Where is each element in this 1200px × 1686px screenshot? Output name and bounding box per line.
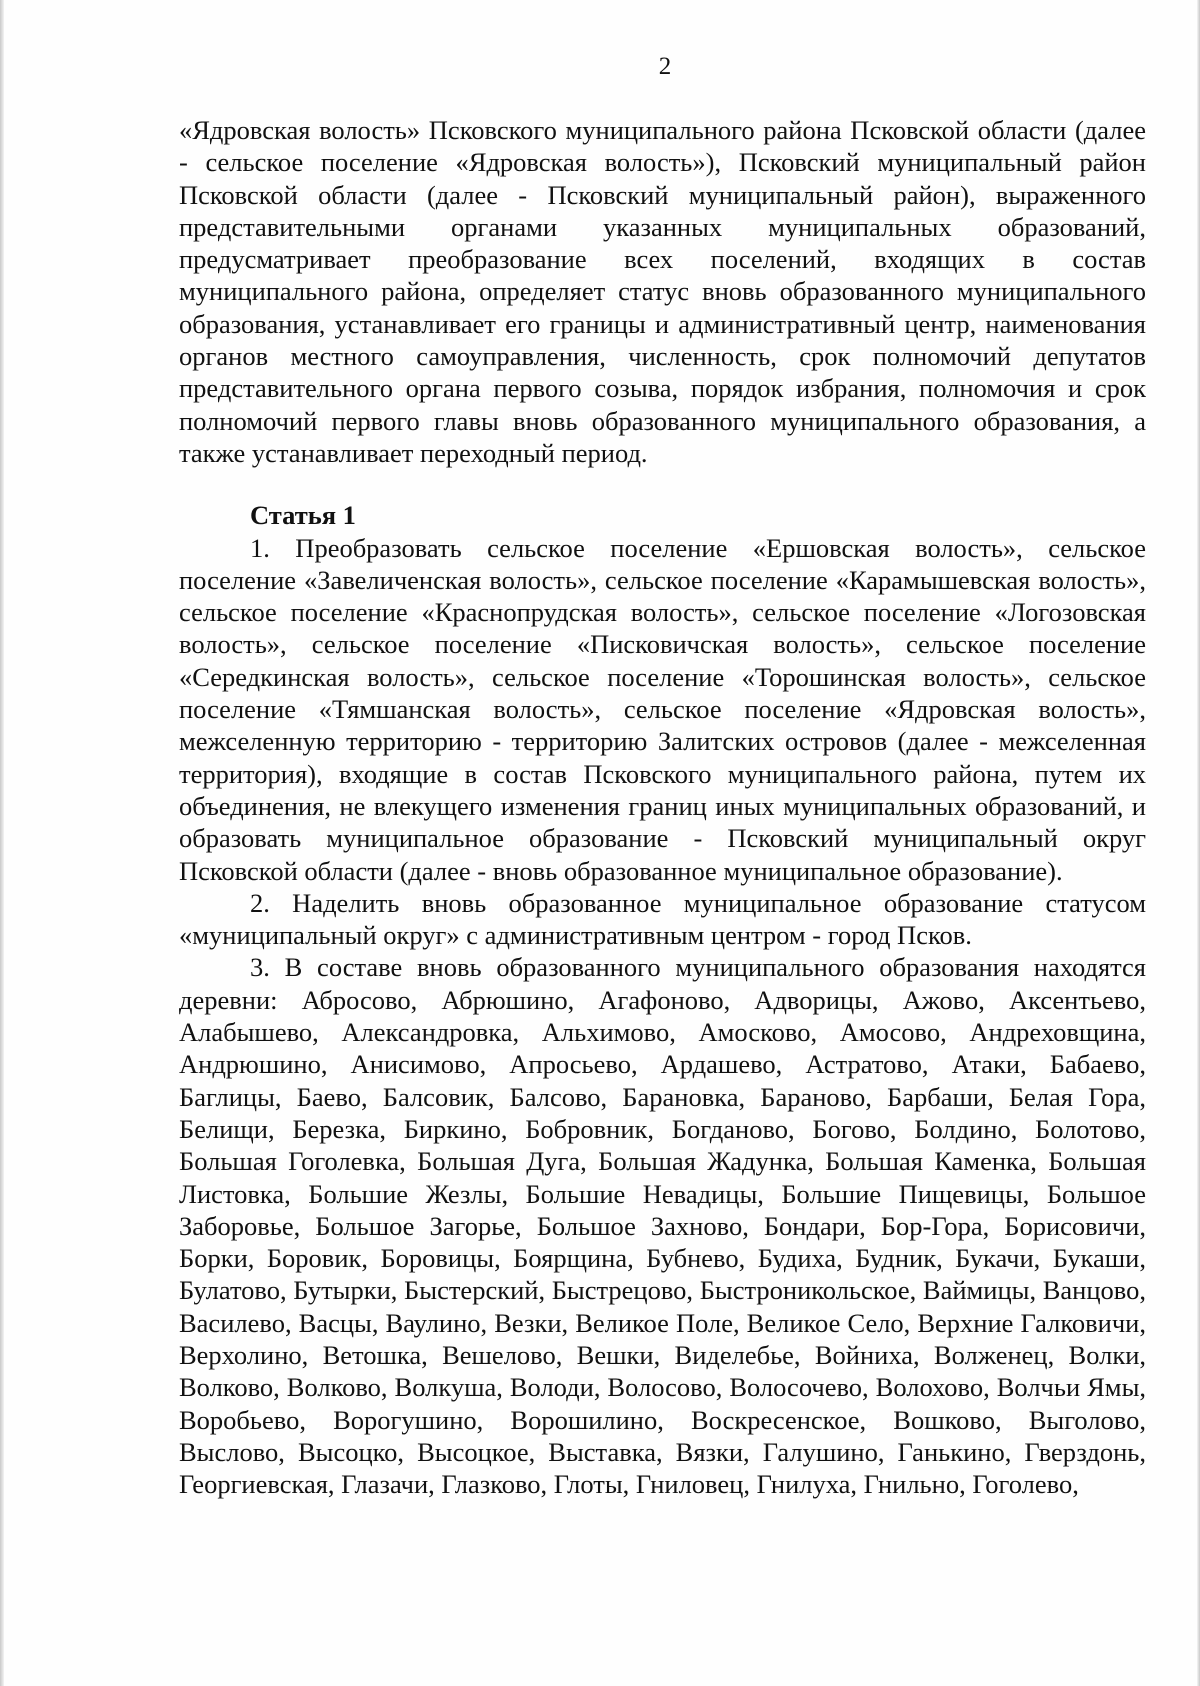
article-clause-3: 3. В составе вновь образованного муниципального образования находятся деревни: Абросово, Абрюшино, Агафоново, Адворицы, Ажово, Аксентьево, Алабышево, Александровка, Альхимово, Амосково, Амосово, Андреховщина, Андрюшино, Анисимово, Апросьево, Ардашево, Астратово, Атаки, Бабаево, Баглицы, Баево, Балсовик, Балсово, Барановка, Бараново, Барбаши, Белая Гора, Белищи, Березка, Биркино, Бобровник, Богданово, Богово, Болдино, Болотово, Большая Гоголевка, Большая Дуга, Большая Жадунка, Большая Каменка, Большая Листовка, Большие Жезлы, Большие Невадицы, Большие Пищевицы, Большое Заборовье, Большое Загорье, Большое Захново, Бондари, Бор-Гора, Борисовичи, Борки, Боровик, Боровицы, Боярщина, Бубнево, Будиха, Будник, Букачи, Букаши, Булатово, Бутырки, Быстерский, Быстрецово, Быстроникольское, Ваймицы, Ванцово, Василево, Васцы, Ваулино, Везки, Великое Поле, Великое Село, Верхние Галковичи, Верхолино, Ветошка, Вешелово, Вешки, Виделебье, Войниха, Волженец, Волки, Волково, Волково, Волкуша, Володи, Волосово, Волосочево, Волохово, Волчьи Ямы, Воробьево, Ворогушино, Ворошилино, Воскресенское, Вошково, Выголово, Выслово, Высоцко, Высоцкое, Выставка, Вязки, Галушино, Ганькино, Гверздонь, Георгиевская, Глазачи, Глазково, Глоты, Гниловец, Гнилуха, Гнильно, Гоголево,: [179, 952, 1146, 1500]
intro-paragraph: «Ядровская волость» Псковского муниципального района Псковской области (далее - сельское поселение «Ядровская волость»), Псковский муниципальный район Псковской области (далее - Псковский муниципальный район), выраженного представительными органами указанных муниципальных образований, предусматривает преобразование всех поселений, входящих в состав муниципального района, определяет статус вновь образованного муниципального образования, устанавливает его границы и административный центр, наименования органов местного самоуправления, численность, срок полномочий депутатов представительного органа первого созыва, порядок избрания, полномочия и срок полномочий первого главы вновь образованного муниципального образования, а также устанавливает переходный период.: [179, 115, 1146, 468]
article-clause-1: 1. Преобразовать сельское поселение «Ершовская волость», сельское поселение «Завеличенская волость», сельское поселение «Карамышевская волость», сельское поселение «Краснопрудская волость», сельское поселение «Логозовская волость», сельское поселение «Писковичская волость», сельское поселение «Середкинская волость», сельское поселение «Торошинская волость», сельское поселение «Тямшанская волость», сельское поселение «Ядровская волость», межселенную территорию - территорию Залитских островов (далее - межселенная территория), входящие в состав Псковского муниципального района, путем их объединения, не влекущего изменения границ иных муниципальных образований, и образовать муниципальное образование - Псковский муниципальный округ Псковской области (далее - вновь образованное муниципальное образование).: [179, 532, 1146, 886]
scan-edge-left: [0, 0, 4, 1686]
document-body: [179, 114, 1146, 1500]
article-clause-2: 2. Наделить вновь образованное муниципальное образование статусом «муниципальный округ» с административным центром - город Псков.: [179, 887, 1146, 951]
article-heading: Статья 1: [250, 500, 356, 531]
page-number: 2: [658, 53, 672, 80]
